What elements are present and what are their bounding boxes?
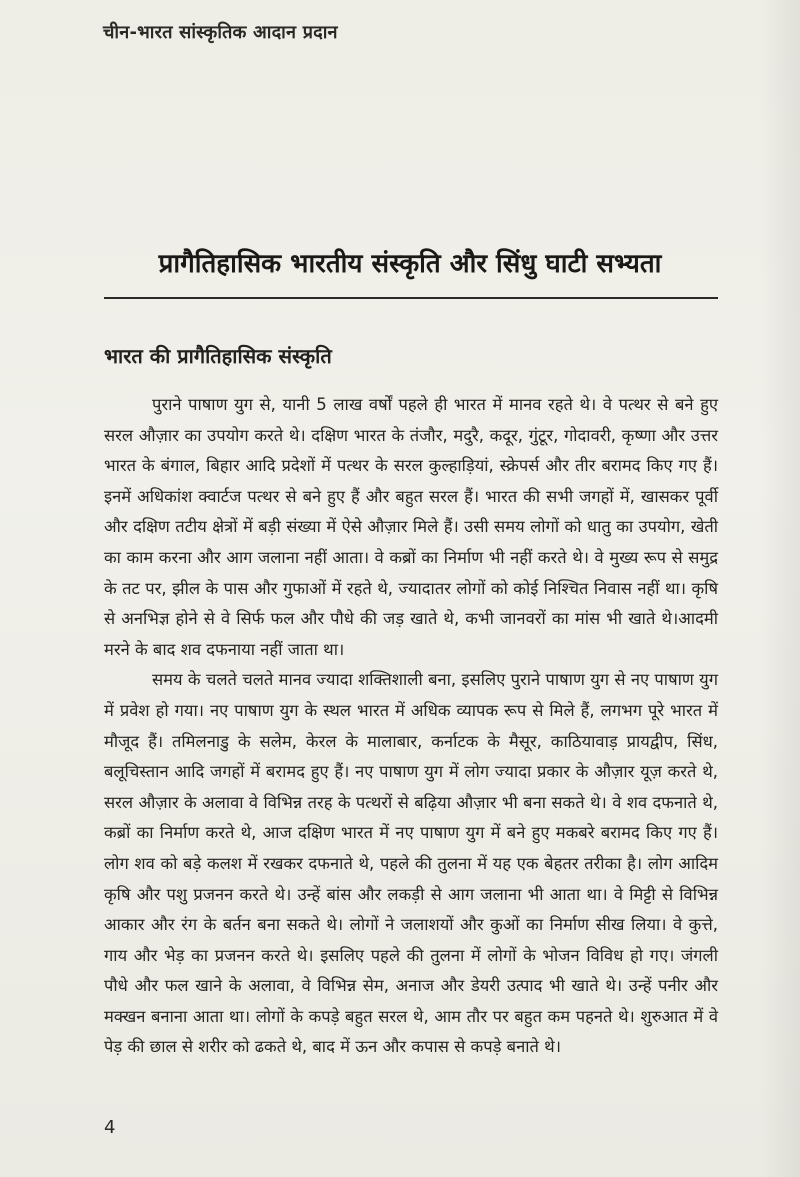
running-head: चीन-भारत सांस्कृतिक आदान प्रदान: [103, 22, 338, 43]
paragraph-2: समय के चलते चलते मानव ज्यादा शक्तिशाली बना, इसलिए पुराने पाषाण युग से नए पाषाण युग में प्रवेश हो गया। नए पाषाण युग के स्थल भारत में अधिक व्यापक रूप से मिले हैं, लगभग पूरे भारत में मौजूद हैं। तमिलनाडु के सलेम, केरल के मालाबार, कर्नाटक के मैसूर, काठियावाड़ प्रायद्वीप, सिंध, बलूचिस्तान आदि जगहों में बरामद हुए हैं। नए पाषाण युग में लोग ज्यादा प्रकार के औज़ार यूज़ करते थे, सरल औज़ार के अलावा वे विभिन्न तरह के पत्थरों से बढ़िया औज़ार भी बना सकते थे। वे शव दफनाते थे, कब्रों का निर्माण करते थे, आज दक्षिण भारत में नए पाषाण युग में बने हुए मकबरे बरामद किए गए हैं। लोग शव को बड़े कलश में रखकर दफनाते थे, पहले की तुलना में यह एक बेहतर तरीका है। लोग आदिम कृषि और पशु प्रजनन करते थे। उन्हें बांस और लकड़ी से आग जलाना भी आता था। वे मिट्टी से विभिन्न आकार और रंग के बर्तन बना सकते थे। लोगों ने जलाशयों और कुओं का निर्माण सीख लिया। वे कुत्ते, गाय और भेड़ का प्रजनन करते थे। इसलिए पहले की तुलना में लोगों के भोजन विविध हो गए। जंगली पौधे और फल खाने के अलावा, वे विभिन्न सेम, अनाज और डेयरी उत्पाद भी खाते थे। उन्हें पनीर और मक्खन बनाना आता था। लोगों के कपड़े बहुत सरल थे, आम तौर पर बहुत कम पहनते थे। शुरुआत में वे पेड़ की छाल से शरीर को ढकते थे, बाद में ऊन और कपास से कपड़े बनाते थे।: [104, 670, 718, 1057]
page-number: 4: [104, 1117, 116, 1138]
body-text: [104, 390, 718, 1063]
page-edge-shadow: [760, 0, 800, 1177]
paragraph-1: पुराने पाषाण युग से, यानी 5 लाख वर्षों पहले ही भारत में मानव रहते थे। वे पत्थर से बने हुए सरल औज़ार का उपयोग करते थे। दक्षिण भारत के तंजौर, मदुरै, कदूर, गुंटूर, गोदावरी, कृष्णा और उत्तर भारत के बंगाल, बिहार आदि प्रदेशों में पत्थर के सरल कुल्हाड़ियां, स्क्रेपर्स और तीर बरामद किए गए हैं। इनमें अधिकांश क्वार्टज पत्थर से बने हुए हैं और बहुत सरल हैं। भारत की सभी जगहों में, खासकर पूर्वी और दक्षिण तटीय क्षेत्रों में बड़ी संख्या में ऐसे औज़ार मिले हैं। उसी समय लोगों को धातु का उपयोग, खेती का काम करना और आग जलाना नहीं आता। वे कब्रों का निर्माण भी नहीं करते थे। वे मुख्य रूप से समुद्र के तट पर, झील के पास और गुफाओं में रहते थे, ज्यादातर लोगों को कोई निश्चित निवास नहीं था। कृषि से अनभिज्ञ होने से वे सिर्फ फल और पौधे की जड़ खाते थे, कभी जानवरों का मांस भी खाते थे।आदमी मरने के बाद शव दफनाया नहीं जाता था।: [104, 395, 718, 659]
chapter-title: प्रागैतिहासिक भारतीय संस्कृति और सिंधु घाटी सभ्यता: [158, 249, 662, 279]
chapter-title-rule: [104, 297, 718, 299]
section-heading: भारत की प्रागैतिहासिक संस्कृति: [104, 344, 332, 368]
